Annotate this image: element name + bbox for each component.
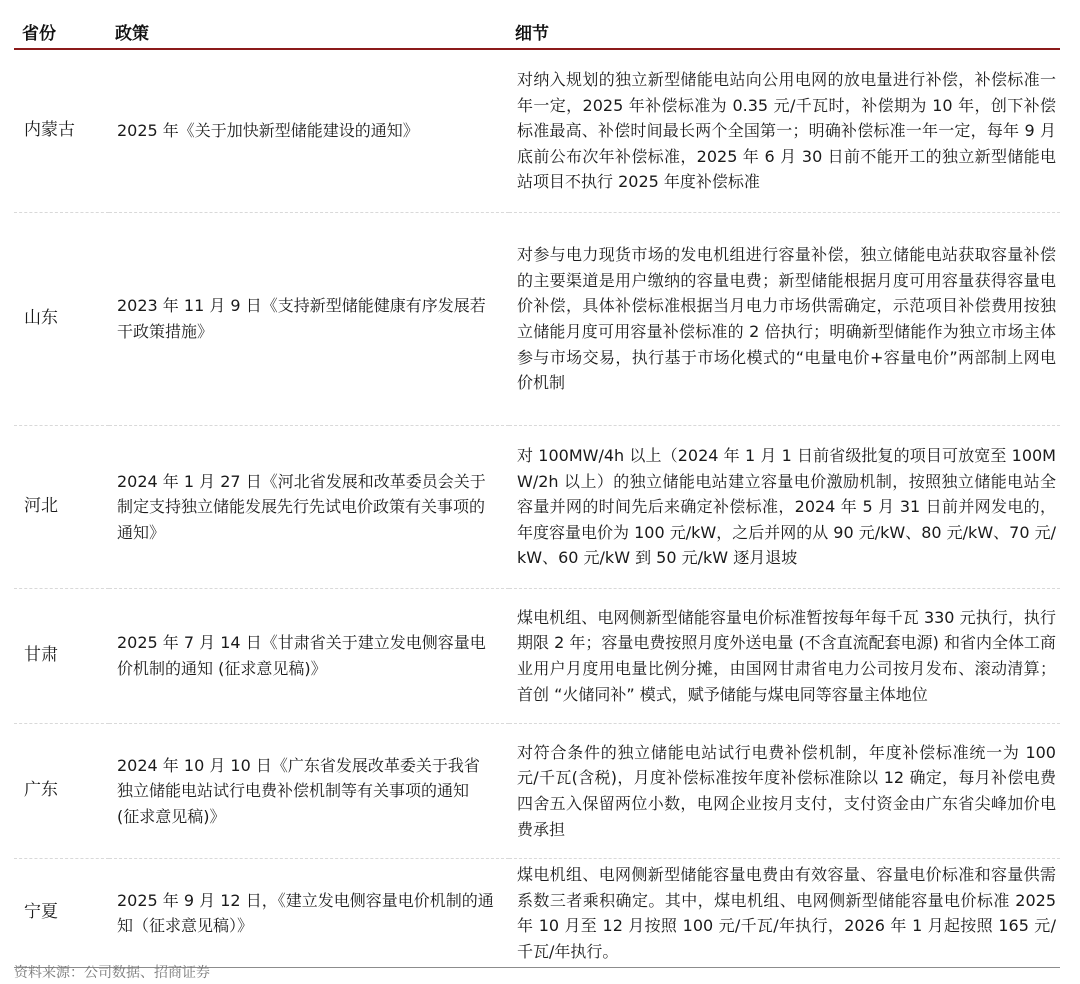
table-row [14,426,1060,589]
header-policy: 政策 [109,14,509,49]
table-body [14,49,1060,968]
cell-details: 对符合条件的独立储能电站试行电费补偿机制，年度补偿标准统一为 100 元/千瓦(含税)，月度补偿标准按年度补偿标准除以 12 确定，每月补偿电费四舍五入保留两位小数，电网企业按月支付，支付资金由广东省尖峰加价电费承担 [509,724,1060,859]
cell-province: 宁夏 [14,859,109,968]
cell-province: 内蒙古 [14,49,109,213]
header-details: 细节 [509,14,1060,49]
cell-policy: 2024 年 1 月 27 日《河北省发展和改革委员会关于制定支持独立储能发展先行先试电价政策有关事项的通知》 [109,426,509,589]
table-row [14,859,1060,968]
cell-policy: 2023 年 11 月 9 日《支持新型储能健康有序发展若干政策措施》 [109,213,509,426]
cell-details: 对 100MW/4h 以上（2024 年 1 月 1 日前省级批复的项目可放宽至 100MW/2h 以上）的独立储能电站建立容量电价激励机制，按照独立储能电站全容量并网的时间先后来确定补偿标准，2024 年 5 月 31 日前并网发电的，年度容量电价为 100 元/kW，之后并网的从 90 元/kW、80 元/kW、70 元/kW、60 元/kW 到 50 元/kW 逐月退坡 [509,426,1060,589]
cell-province: 广东 [14,724,109,859]
cell-details: 煤电机组、电网侧新型储能容量电价标准暂按每年每千瓦 330 元执行，执行期限 2 年；容量电费按照月度外送电量 (不含直流配套电源) 和省内全体工商业用户月度用电量比例分摊，由国网甘肃省电力公司按月发布、滚动清算；首创 “火储同补” 模式，赋予储能与煤电同等容量主体地位 [509,589,1060,724]
cell-province: 山东 [14,213,109,426]
table-row [14,589,1060,724]
table-row [14,724,1060,859]
cell-details: 煤电机组、电网侧新型储能容量电费由有效容量、容量电价标准和容量供需系数三者乘积确定。其中，煤电机组、电网侧新型储能容量电价标准 2025 年 10 月至 12 月按照 100 元/千瓦/年执行，2026 年 1 月起按照 165 元/千瓦/年执行。 [509,859,1060,968]
header-row [14,14,1060,49]
cell-policy: 2025 年 7 月 14 日《甘肃省关于建立发电侧容量电价机制的通知 (征求意见稿)》 [109,589,509,724]
table-row [14,49,1060,213]
cell-policy: 2025 年 9 月 12 日，《建立发电侧容量电价机制的通知（征求意见稿）》 [109,859,509,968]
cell-details: 对参与电力现货市场的发电机组进行容量补偿，独立储能电站获取容量补偿的主要渠道是用户缴纳的容量电费；新型储能根据月度可用容量获得容量电价补偿，具体补偿标准根据当月电力市场供需确定，示范项目补偿费用按独立储能月度可用容量补偿标准的 2 倍执行；明确新型储能作为独立市场主体参与市场交易，执行基于市场化模式的“电量电价+容量电价”两部制上网电价机制 [509,213,1060,426]
source-note: 资料来源：公司数据、招商证券 [14,965,210,981]
table-header [14,14,1060,49]
cell-province: 河北 [14,426,109,589]
header-province: 省份 [14,14,109,49]
cell-policy: 2024 年 10 月 10 日《广东省发展改革委关于我省独立储能电站试行电费补偿机制等有关事项的通知 (征求意见稿)》 [109,724,509,859]
cell-policy: 2025 年《关于加快新型储能建设的通知》 [109,49,509,213]
policy-table [14,14,1060,968]
cell-details: 对纳入规划的独立新型储能电站向公用电网的放电量进行补偿，补偿标准一年一定，2025 年补偿标准为 0.35 元/千瓦时，补偿期为 10 年，创下补偿标准最高、补偿时间最长两个全国第一；明确补偿标准一年一定，每年 9 月底前公布次年补偿标准，2025 年 6 月 30 日前不能开工的独立新型储能电站项目不执行 2025 年度补偿标准 [509,49,1060,213]
table-row [14,213,1060,426]
cell-province: 甘肃 [14,589,109,724]
